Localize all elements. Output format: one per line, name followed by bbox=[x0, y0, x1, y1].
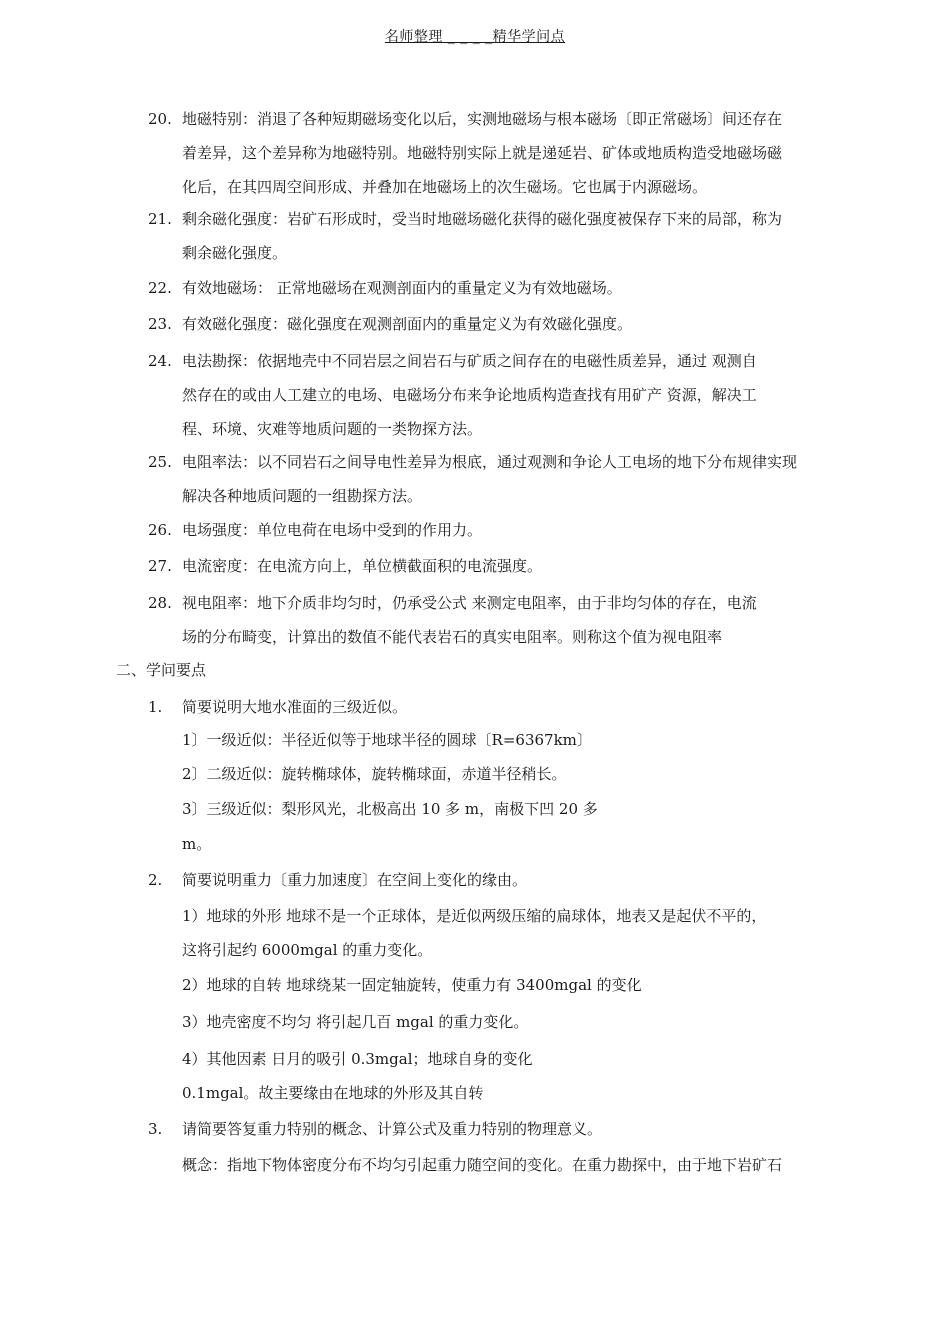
page-header: 名师整理 _ _ _ _精华学问点 bbox=[384, 29, 566, 45]
text-line: 1）地球的外形 地球不是一个正球体，是近似两级压缩的扁球体，地表又是起伏不平的， bbox=[182, 907, 767, 925]
text-line: m。 bbox=[182, 835, 212, 853]
text-line: 4）其他因素 日月的吸引 0.3mgal；地球自身的变化 bbox=[182, 1050, 533, 1068]
text-line: 地磁特别：消退了各种短期磁场变化以后，实测地磁场与根本磁场〔即正常磁场〕间还存在 bbox=[182, 110, 783, 128]
text-line: 0.1mgal。故主要缘由在地球的外形及其自转 bbox=[182, 1084, 484, 1102]
item-number: 28. bbox=[148, 594, 172, 612]
item-number: 21. bbox=[148, 210, 172, 228]
text-line: 电流密度：在电流方向上，单位横截面积的电流强度。 bbox=[182, 557, 543, 575]
item-number: 1. bbox=[148, 698, 163, 716]
text-line: 简要说明重力〔重力加速度〕在空间上变化的缘由。 bbox=[182, 871, 528, 889]
item-number: 27. bbox=[148, 557, 172, 575]
text-line: 有效磁化强度：磁化强度在观测剖面内的重量定义为有效磁化强度。 bbox=[182, 315, 633, 333]
text-line: 然存在的或由人工建立的电场、电磁场分布来争论地质构造查找有用矿产 资源，解决工 bbox=[182, 386, 757, 404]
item-number: 2. bbox=[148, 871, 163, 889]
text-line: 场的分布畸变，计算出的数值不能代表岩石的真实电阻率。则称这个值为视电阻率 bbox=[182, 628, 723, 646]
text-line: 电法勘探：依据地壳中不同岩层之间岩石与矿质之间存在的电磁性质差异，通过 观测自 bbox=[182, 352, 757, 370]
text-line: 解决各种地质问题的一组勘探方法。 bbox=[182, 487, 423, 505]
text-line: 这将引起约 6000mgal 的重力变化。 bbox=[182, 941, 433, 959]
text-line: 3〕三级近似：梨形风光，北极高出 10 多 m，南极下凹 20 多 bbox=[182, 800, 598, 818]
text-line: 2）地球的自转 地球绕某一固定轴旋转，使重力有 3400mgal 的变化 bbox=[182, 976, 642, 994]
text-line: 1〕一级近似：半径近似等于地球半径的圆球〔R=6367km〕 bbox=[182, 731, 592, 749]
text-line: 3）地壳密度不均匀 将引起几百 mgal 的重力变化。 bbox=[182, 1013, 529, 1031]
item-number: 23. bbox=[148, 315, 172, 333]
item-number: 25. bbox=[148, 453, 172, 471]
text-line: 程、环境、灾难等地质问题的一类物探方法。 bbox=[182, 420, 483, 438]
item-number: 24. bbox=[148, 352, 172, 370]
section-title: 二、学问要点 bbox=[116, 661, 207, 679]
text-line: 请简要答复重力特别的概念、计算公式及重力特别的物理意义。 bbox=[182, 1120, 603, 1138]
item-number: 26. bbox=[148, 521, 172, 539]
text-line: 电阻率法：以不同岩石之间导电性差异为根底，通过观测和争论人工电场的地下分布规律实现 bbox=[182, 453, 798, 471]
text-line: 着差异，这个差异称为地磁特别。地磁特别实际上就是递延岩、矿体或地质构造受地磁场磁 bbox=[182, 144, 783, 162]
text-line: 剩余磁化强度：岩矿石形成时，受当时地磁场磁化获得的磁化强度被保存下来的局部，称为 bbox=[182, 210, 783, 228]
item-number: 3. bbox=[148, 1120, 163, 1138]
text-line: 概念：指地下物体密度分布不均匀引起重力随空间的变化。在重力勘探中，由于地下岩矿石 bbox=[182, 1156, 783, 1174]
text-line: 有效地磁场： 正常地磁场在观测剖面内的重量定义为有效地磁场。 bbox=[182, 279, 622, 297]
text-line: 剩余磁化强度。 bbox=[182, 244, 288, 262]
text-line: 简要说明大地水准面的三级近似。 bbox=[182, 698, 408, 716]
item-number: 20. bbox=[148, 110, 172, 128]
text-line: 视电阻率：地下介质非均匀时，仍承受公式 来测定电阻率，由于非均匀体的存在，电流 bbox=[182, 594, 757, 612]
item-number: 22. bbox=[148, 279, 172, 297]
text-line: 化后，在其四周空间形成、并叠加在地磁场上的次生磁场。它也属于内源磁场。 bbox=[182, 178, 708, 196]
text-line: 电场强度：单位电荷在电场中受到的作用力。 bbox=[182, 521, 483, 539]
text-line: 2〕二级近似：旋转椭球体，旋转椭球面，赤道半径稍长。 bbox=[182, 765, 567, 783]
